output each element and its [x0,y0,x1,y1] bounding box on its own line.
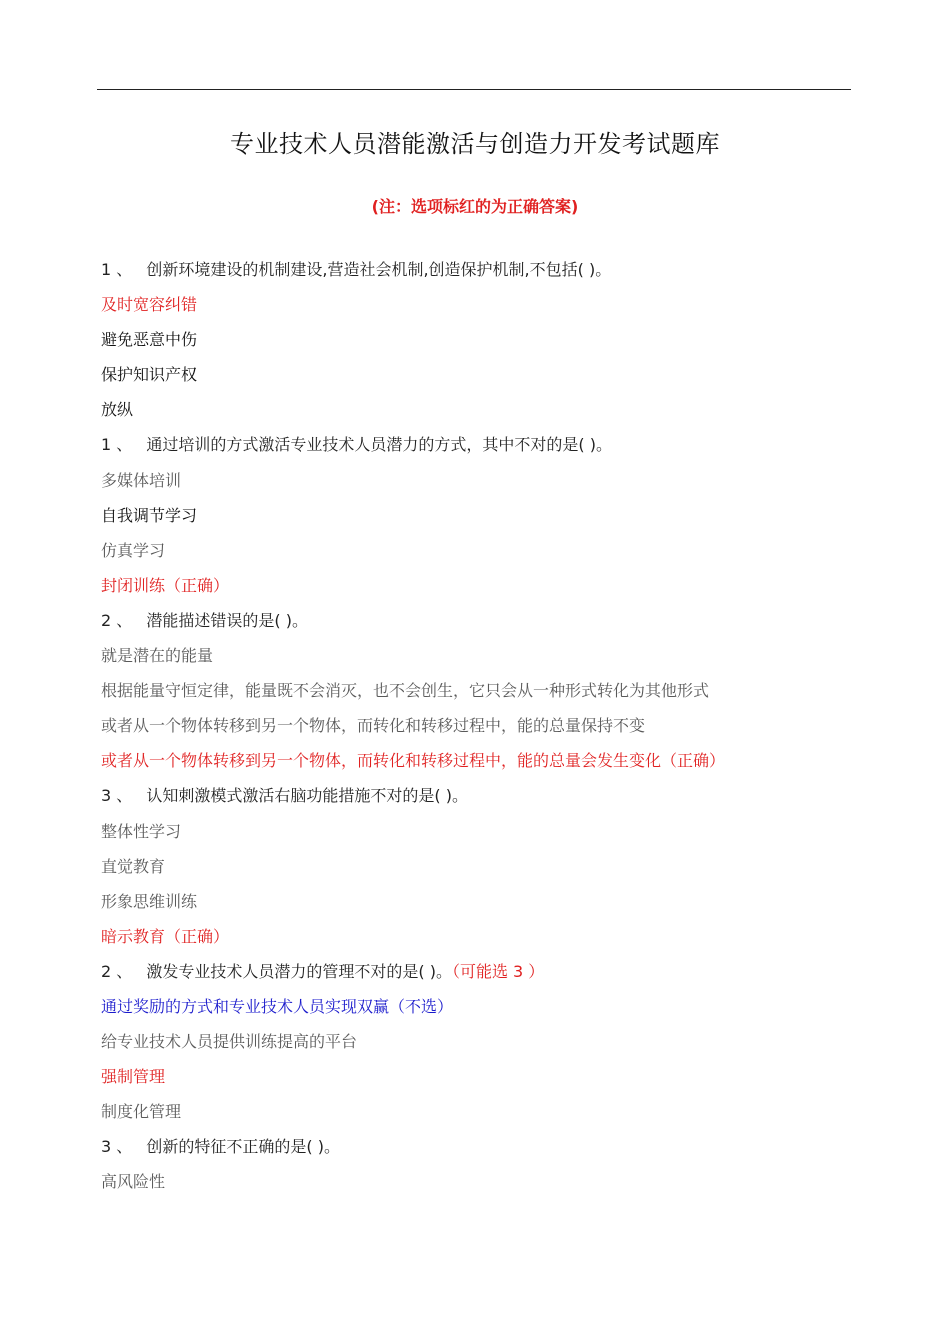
question-number: 1 、 [101,260,133,279]
answer-option: 就是潜在的能量 [101,646,214,666]
answer-option: 高风险性 [101,1172,166,1192]
question-number: 3 、 [101,786,133,806]
answer-option: 保护知识产权 [101,365,198,385]
question-aside-note: （可能选 3 ） [451,961,545,981]
answer-option-correct: 暗示教育（正确） [101,926,230,946]
answer-option: 给专业技术人员提供训练提高的平台 [101,1032,358,1052]
answer-option: 直觉教育 [101,856,166,876]
question-line [101,1135,901,1170]
answer-option: 制度化管理 [101,1102,182,1122]
question-text: 创新环境建设的机制建设,营造社会机制,创造保护机制,不包括( )。 [146,260,612,279]
question-line [101,609,901,644]
answer-option: 形象思维训练 [101,891,198,911]
answer-option-correct: 及时宽容纠错 [101,295,198,315]
question-text: 通过培训的方式激活专业技术人员潜力的方式，其中不对的是( )。 [146,435,612,455]
question-line [101,258,901,293]
answer-option: 避免恶意中伤 [101,330,198,350]
answer-option: 整体性学习 [101,821,182,841]
answer-option: 或者从一个物体转移到另一个物体，而转化和转移过程中，能的总量保持不变 [101,716,646,736]
answer-option-correct: 强制管理 [101,1067,166,1087]
answer-option: 根据能量守恒定律，能量既不会消灭，也不会创生，它只会从一种形式转化为其他形式 [101,681,710,701]
question-number: 2 、 [101,961,133,981]
question-text: 激发专业技术人员潜力的管理不对的是( )。 [146,961,452,981]
answer-key-note: (注：选项标红的为正确答案) [371,197,579,216]
question-number: 2 、 [101,610,133,630]
answer-option: 多媒体培训 [101,470,182,490]
question-line [101,960,901,995]
question-number: 3 、 [101,1137,133,1157]
question-number: 1 、 [101,435,133,455]
question-text: 创新的特征不正确的是( )。 [146,1137,340,1157]
question-line [101,784,901,819]
question-line [101,433,901,468]
question-list [101,258,901,1206]
answer-option: 自我调节学习 [101,505,198,525]
answer-option: 通过奖励的方式和专业技术人员实现双赢（不选） [101,996,454,1016]
answer-option-correct: 封闭训练（正确） [101,575,230,595]
answer-option: 放纵 [101,400,134,420]
header-rule [97,89,851,90]
question-text: 潜能描述错误的是( )。 [146,610,308,630]
document-title: 专业技术人员潜能激活与创造力开发考试题库 [230,130,720,158]
answer-option-correct: 或者从一个物体转移到另一个物体，而转化和转移过程中，能的总量会发生变化（正确） [101,751,726,771]
answer-option: 仿真学习 [101,540,166,560]
question-text: 认知刺激模式激活右脑功能措施不对的是( )。 [146,786,468,806]
